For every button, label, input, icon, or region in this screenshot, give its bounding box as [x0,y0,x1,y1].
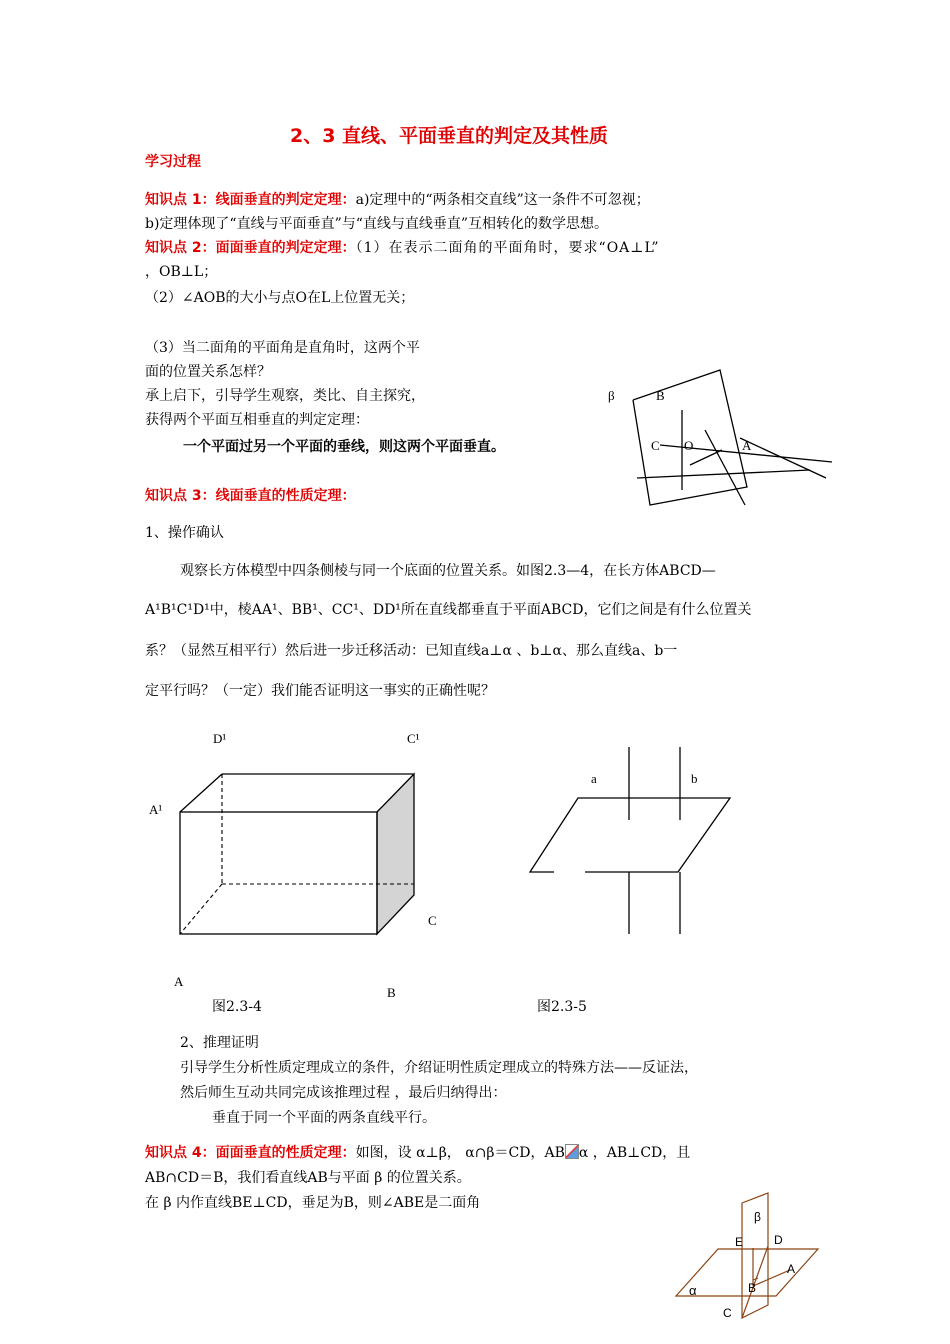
kp3-p1: 观察长方体模型中四条侧棱与同一个底面的位置关系。如图2.3—4，在长方体ABCD— [180,563,716,579]
fig234-label-c1: C¹ [407,731,420,746]
proof-step2: 2、推理证明 [180,1035,259,1051]
kp2-guide-l2: 获得两个平面互相垂直的判定定理： [145,412,369,428]
kp4-label: 知识点 4：面面垂直的性质定理： [145,1145,356,1161]
fig234-label-b: B [387,985,396,1000]
fig-planes-label-a: A [787,1262,796,1276]
kp3-p3: 系？（显然互相平行）然后进一步迁移活动：已知直线a⊥α 、b⊥α、那么直线a、b一 [145,643,678,659]
fig234-label-c: C [428,913,437,928]
fig-planes-label-c: C [723,1306,732,1320]
kp2-theorem: 一个平面过另一个平面的垂线，则这两个平面垂直。 [183,439,505,455]
fig1-label-o: O [684,438,694,453]
fig235-label-a: a [591,771,597,786]
proof-l3: 垂直于同一个平面的两条直线平行。 [212,1110,436,1126]
fig1-label-a: A [742,438,752,453]
kp2-item1: （1）在表示二面角的平面角时，要求“OA⊥L” [355,240,660,256]
kp1-text-a: a)定理中的“两条相交直线”这一条件不可忽视； [355,192,650,208]
fig234-caption: 图2.3-4 [212,999,262,1015]
kp4-l3: 在 β 内作直线BE⊥CD，垂足为B，则∠ABE是二面角 [145,1195,481,1211]
kp1-text-b: b)定理体现了“直线与平面垂直”与“直线与直线垂直”互相转化的数学思想。 [145,216,609,232]
proof-l2: 然后师生互动共同完成该推理过程 ，最后归纳得出： [180,1085,507,1101]
fig-planes-label-d: D [774,1233,783,1247]
kp1-label: 知识点 1：线面垂直的判定定理： [145,192,356,208]
kp4-l2: AB∩CD＝B，我们看直线AB与平面 β 的位置关系。 [145,1170,471,1186]
kp3-step1: 1、操作确认 [145,525,224,541]
kp2-item3-l1: （3）当二面角的平面角是直角时，这两个平 [145,340,420,356]
fig1-label-b: B [656,388,665,403]
page-title: 2、3 直线、平面垂直的判定及其性质 [290,125,609,147]
fig234-label-d1: D¹ [213,731,227,746]
fig-planes-label-alpha: α [689,1283,697,1298]
fig235-label-b: b [691,771,698,786]
kp2-item3-l2: 面的位置关系怎样？ [145,364,271,380]
kp2-label: 知识点 2：面面垂直的判定定理： [145,240,356,256]
kp2-item1-cont: ，OB⊥L； [145,264,218,280]
proof-l1: 引导学生分析性质定理成立的条件，介绍证明性质定理成立的特殊方法——反证法， [180,1060,698,1076]
fig235-caption: 图2.3-5 [537,999,587,1015]
section-heading: 学习过程 [145,154,201,170]
fig234-label-a1: A¹ [149,802,163,817]
kp2-item2: （2）∠AOB的大小与点O在L上位置无关； [145,290,415,306]
fig234-label-a: A [174,974,184,989]
fig-planes-label-beta: β [754,1210,761,1224]
kp3-p2: A¹B¹C¹D¹中，棱AA¹、BB¹、CC¹、DD¹所在直线都垂直于平面ABCD，它们之间是有什么位置关 [145,602,752,618]
fig-planes-label-e: E [735,1235,744,1249]
kp2-guide-l1: 承上启下，引导学生观察，类比、自主探究， [145,388,425,404]
kp4-l1b: α ，AB⊥CD，且 [578,1145,691,1161]
kp3-label: 知识点 3：线面垂直的性质定理： [145,488,356,504]
fig-planes-label-b: B [748,1281,757,1295]
fig1-label-c: C [651,438,660,453]
fig1-label-beta: β [608,388,615,403]
kp3-p4: 定平行吗？（一定）我们能否证明这一事实的正确性呢？ [145,683,495,699]
kp4-l1a: 如图，设 α⊥β， α∩β＝CD，AB [355,1145,565,1161]
